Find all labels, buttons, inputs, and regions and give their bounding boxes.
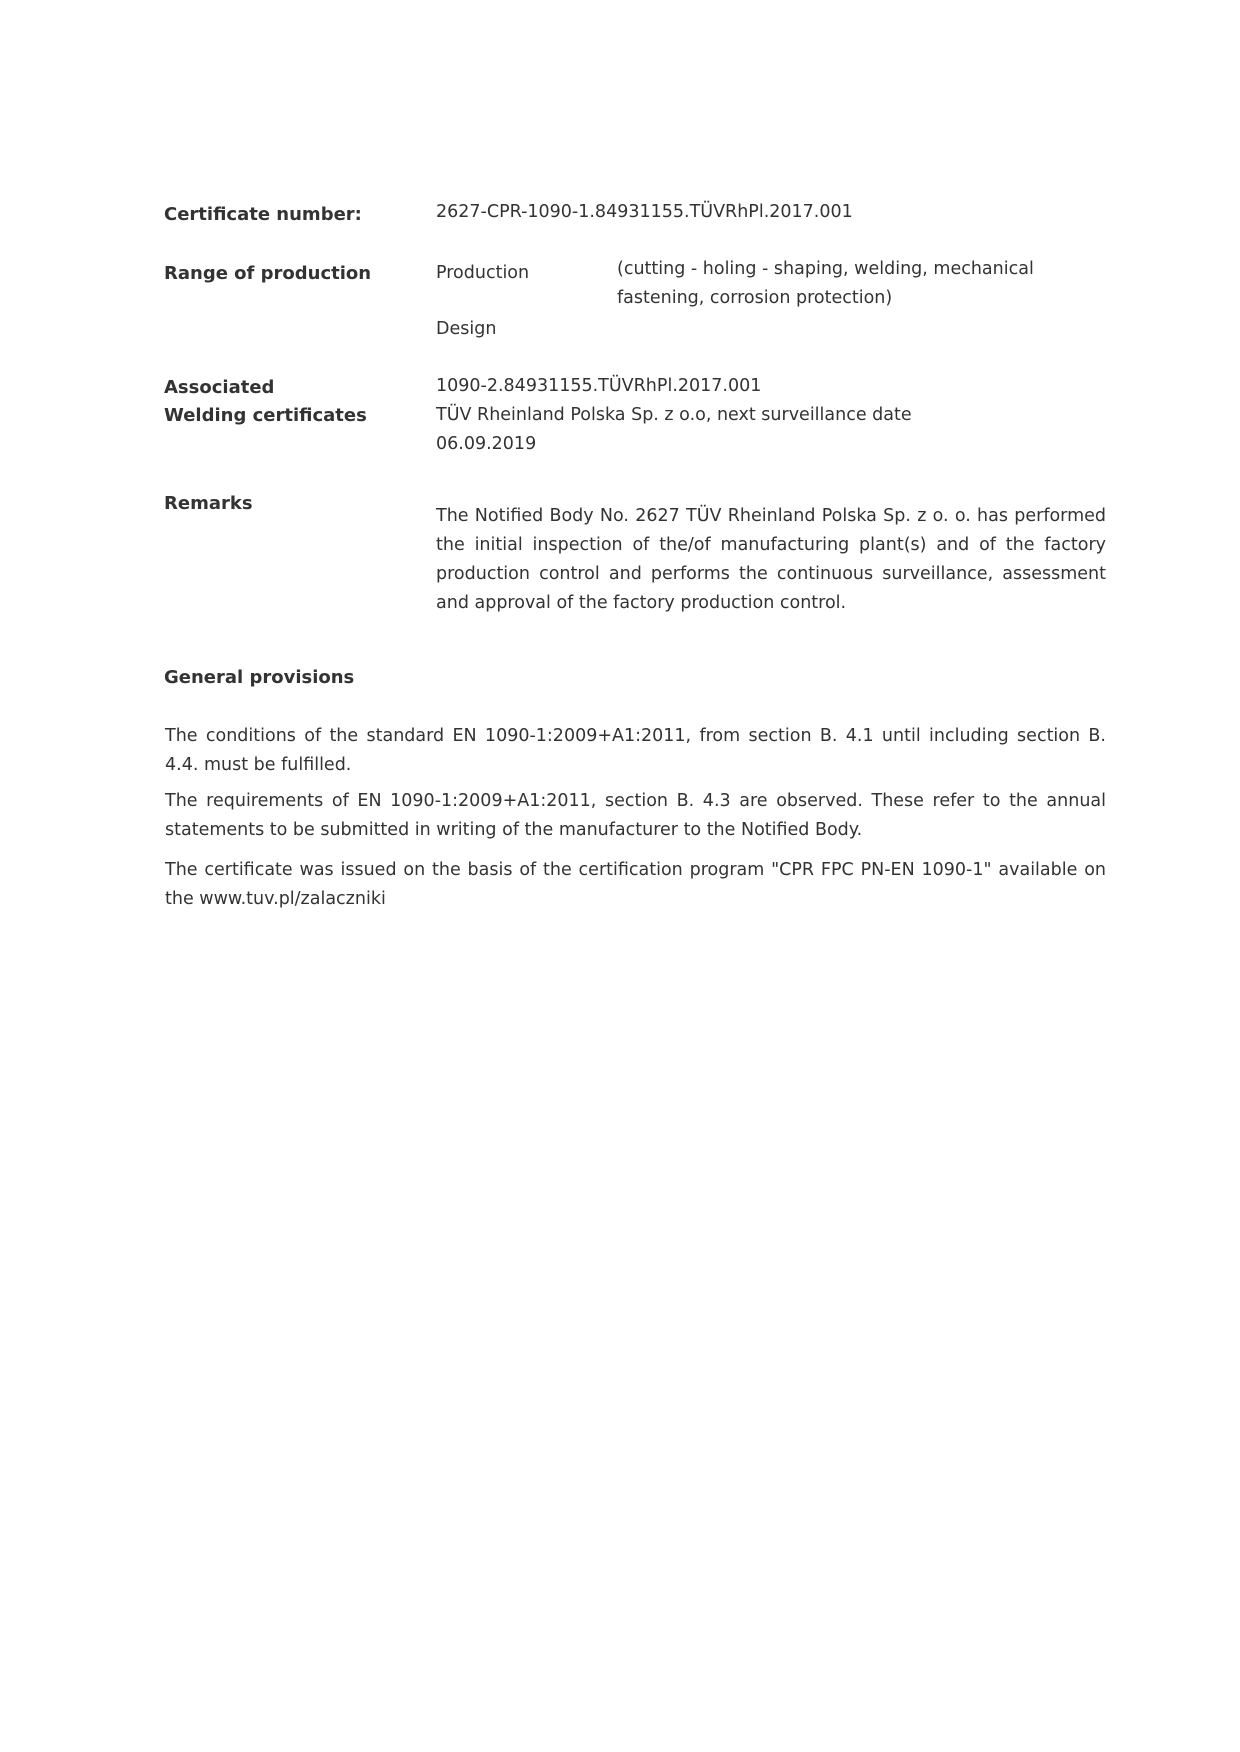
surveillance-info: TÜV Rheinland Polska Sp. z o.o, next surveillance date xyxy=(436,405,912,425)
general-provisions-paragraph-2: The requirements of EN 1090-1:2009+A1:2011, section B. 4.3 are observed. These refer to the annual statements to be submitted in writing of the manufacturer to the Notified Body. xyxy=(165,791,1106,840)
associated-welding-value xyxy=(436,372,912,459)
general-provisions-paragraph-3: The certificate was issued on the basis of the certification program "CPR FPC PN-EN 1090-1" available on the www.tuv.pl/zalaczniki xyxy=(165,860,1106,909)
general-provisions-heading: General provisions xyxy=(164,667,355,688)
welding-certificate-number: 1090-2.84931155.TÜVRhPl.2017.001 xyxy=(436,376,762,396)
production-detail xyxy=(617,255,1137,313)
general-provisions-paragraph-1: The conditions of the standard EN 1090-1:2009+A1:2011, from section B. 4.1 until including section B. 4.4. must be fulfilled. xyxy=(165,726,1106,775)
associated-label-line1: Associated xyxy=(164,377,275,398)
remarks-text: The Notified Body No. 2627 TÜV Rheinland Polska Sp. z o. o. has performed the initial inspection of the/of manufacturing plant(s) and of the factory production control and performs the continuous surveillance, assessment and approval of the factory production control. xyxy=(436,506,1106,613)
associated-label-line2: Welding certificates xyxy=(164,405,367,426)
associated-welding-label xyxy=(164,374,367,430)
design-label: Design xyxy=(436,319,497,339)
production-detail-line2: fastening, corrosion protection) xyxy=(617,288,893,308)
production-detail-line1: (cutting - holing - shaping, welding, mechanical xyxy=(617,259,1034,279)
surveillance-date: 06.09.2019 xyxy=(436,434,537,454)
production-label: Production xyxy=(436,263,530,283)
range-of-production-label: Range of production xyxy=(164,263,372,284)
certificate-number-value: 2627-CPR-1090-1.84931155.TÜVRhPl.2017.001 xyxy=(436,202,853,222)
certificate-number-label: Certificate number: xyxy=(164,204,362,225)
remarks-label: Remarks xyxy=(164,493,253,514)
